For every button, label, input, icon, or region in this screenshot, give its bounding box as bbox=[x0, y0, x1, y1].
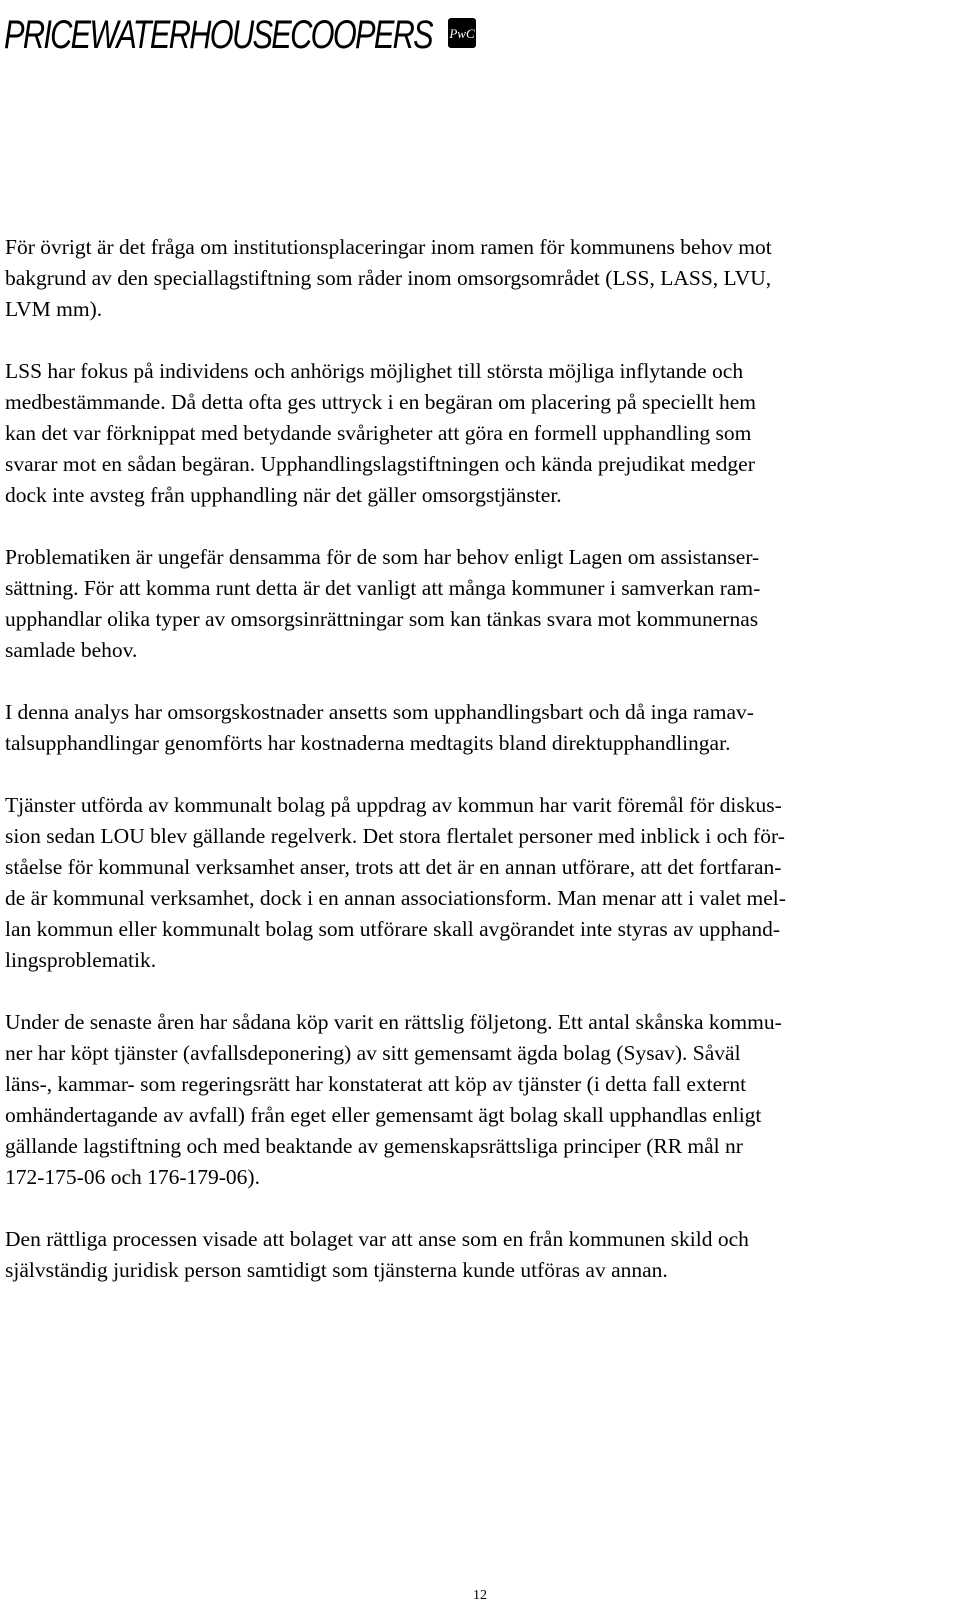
logo-wordmark: PRICEWATERHOUSECOOPERS bbox=[4, 13, 434, 57]
paragraph-2 bbox=[5, 356, 935, 511]
text-line: medbestämmande. Då detta ofta ges uttryck i en begäran om placering på speciellt hem bbox=[5, 390, 757, 414]
paragraph-4 bbox=[5, 697, 935, 759]
text-line: talsupphandlingar genomförts har kostnaderna medtagits bland direktupphandlingar. bbox=[5, 731, 731, 755]
text-line: lan kommun eller kommunalt bolag som utförare skall avgörandet inte styras av upphand- bbox=[5, 917, 780, 941]
logo-monogram-icon bbox=[448, 18, 476, 48]
text-line: omhändertagande av avfall) från eget eller gemensamt ägt bolag skall upphandlas enligt bbox=[5, 1103, 762, 1127]
paragraph-5 bbox=[5, 790, 935, 976]
text-line: de är kommunal verksamhet, dock i en annan associationsform. Man menar att i valet mel- bbox=[5, 886, 786, 910]
text-line: dock inte avsteg från upphandling när det gäller omsorgstjänster. bbox=[5, 483, 562, 507]
text-line: samlade behov. bbox=[5, 638, 138, 662]
text-line: För övrigt är det fråga om institutionsplaceringar inom ramen för kommunens behov mot bbox=[5, 235, 772, 259]
paragraph-1 bbox=[5, 232, 935, 325]
text-line: svarar mot en sådan begäran. Upphandlingslagstiftningen och kända prejudikat medger bbox=[5, 452, 755, 476]
paragraph-3 bbox=[5, 542, 935, 666]
text-line: Problematiken är ungefär densamma för de som har behov enligt Lagen om assistanser- bbox=[5, 545, 760, 569]
text-line: läns-, kammar- som regeringsrätt har konstaterat att köp av tjänster (i detta fall externt bbox=[5, 1072, 747, 1096]
text-line: I denna analys har omsorgskostnader ansetts som upphandlingsbart och då inga ramav- bbox=[5, 700, 754, 724]
text-line: sättning. För att komma runt detta är det vanligt att många kommuner i samverkan ram- bbox=[5, 576, 761, 600]
text-line: LSS har fokus på individens och anhörigs möjlighet till största möjliga inflytande och bbox=[5, 359, 744, 383]
text-line: ståelse för kommunal verksamhet anser, trots att det är en annan utförare, att det fortfaran- bbox=[5, 855, 782, 879]
text-line: bakgrund av den speciallagstiftning som råder inom omsorgsområdet (LSS, LASS, LVU, bbox=[5, 266, 772, 290]
paragraph-6 bbox=[5, 1007, 935, 1193]
text-line: kan det var förknippat med betydande svårigheter att göra en formell upphandling som bbox=[5, 421, 752, 445]
document-body bbox=[5, 232, 935, 1317]
text-line: 172-175-06 och 176-179-06). bbox=[5, 1165, 260, 1189]
text-line: självständig juridisk person samtidigt som tjänsterna kunde utföras av annan. bbox=[5, 1258, 668, 1282]
page-number: 12 bbox=[473, 1588, 487, 1603]
text-line: Under de senaste åren har sådana köp varit en rättslig följetong. Ett antal skånska kommu- bbox=[5, 1010, 782, 1034]
text-line: Tjänster utförda av kommunalt bolag på uppdrag av kommun har varit föremål för diskus- bbox=[5, 793, 782, 817]
text-line: upphandlar olika typer av omsorgsinrättningar som kan tänkas svara mot kommunernas bbox=[5, 607, 759, 631]
company-logo bbox=[4, 4, 482, 60]
svg-text:PwC: PwC bbox=[449, 26, 475, 41]
text-line: sion sedan LOU blev gällande regelverk. Det stora flertalet personer med inblick i och för- bbox=[5, 824, 785, 848]
text-line: Den rättliga processen visade att bolaget var att anse som en från kommunen skild och bbox=[5, 1227, 749, 1251]
text-line: ner har köpt tjänster (avfallsdeponering) av sitt gemensamt ägda bolag (Sysav). Såväl bbox=[5, 1041, 741, 1065]
text-line: LVM mm). bbox=[5, 297, 103, 321]
text-line: gällande lagstiftning och med beaktande av gemenskapsrättsliga principer (RR mål nr bbox=[5, 1134, 743, 1158]
paragraph-7 bbox=[5, 1224, 935, 1286]
text-line: lingsproblematik. bbox=[5, 948, 157, 972]
